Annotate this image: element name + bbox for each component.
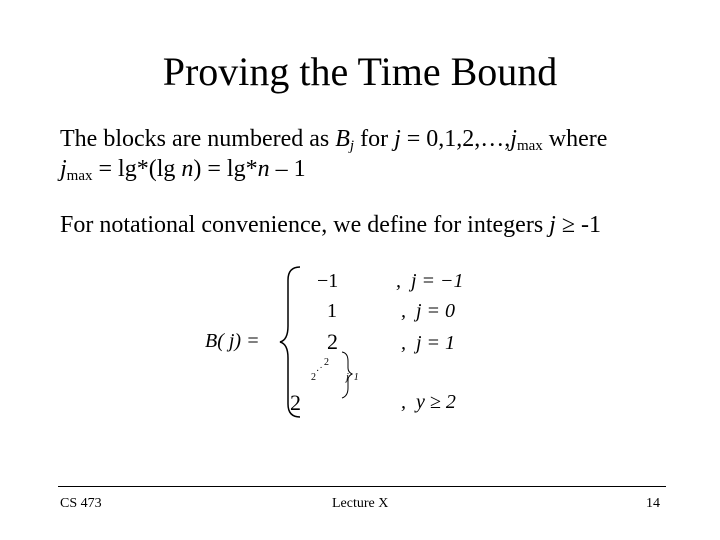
formula-lhs: B( j) = bbox=[205, 330, 260, 352]
jmax-definition-line: $j_{max} = \lg*(\lg$ n) = lg*n – 1 bbox=[60, 156, 306, 184]
footer-course: CS 473 bbox=[60, 496, 102, 511]
case-condition-4: , y ≥ 2 bbox=[401, 391, 456, 413]
case-value-4: 2 bbox=[290, 390, 301, 415]
slide-title: Proving the Time Bound bbox=[162, 49, 558, 94]
footer-lecture: Lecture X bbox=[332, 496, 389, 511]
case-condition-2: , j = 0 bbox=[401, 300, 456, 322]
case-condition-1: , j = −1 bbox=[396, 270, 464, 292]
case-value-3: 2 bbox=[327, 329, 338, 354]
footer-divider bbox=[58, 486, 666, 487]
tower-base: 2 bbox=[311, 372, 316, 383]
tower-brace-label: j 1 bbox=[346, 372, 359, 383]
tower-dots: ·˙ bbox=[316, 366, 323, 377]
case-value-1: −1 bbox=[317, 270, 339, 292]
blocks-numbering-line: The blocks are numbered as $B_j$ for $j = 0,1,2,\dots,j_{max}$ where bbox=[60, 126, 608, 154]
notation-definition-line: For notational convenience, we define for integers j ≥ -1 bbox=[60, 212, 601, 238]
tower-top: 2 bbox=[324, 357, 329, 368]
piecewise-formula bbox=[200, 262, 500, 422]
case-condition-3: , j = 1 bbox=[401, 332, 456, 354]
case-value-2: 1 bbox=[327, 300, 337, 322]
footer-page-number: 14 bbox=[646, 496, 660, 511]
